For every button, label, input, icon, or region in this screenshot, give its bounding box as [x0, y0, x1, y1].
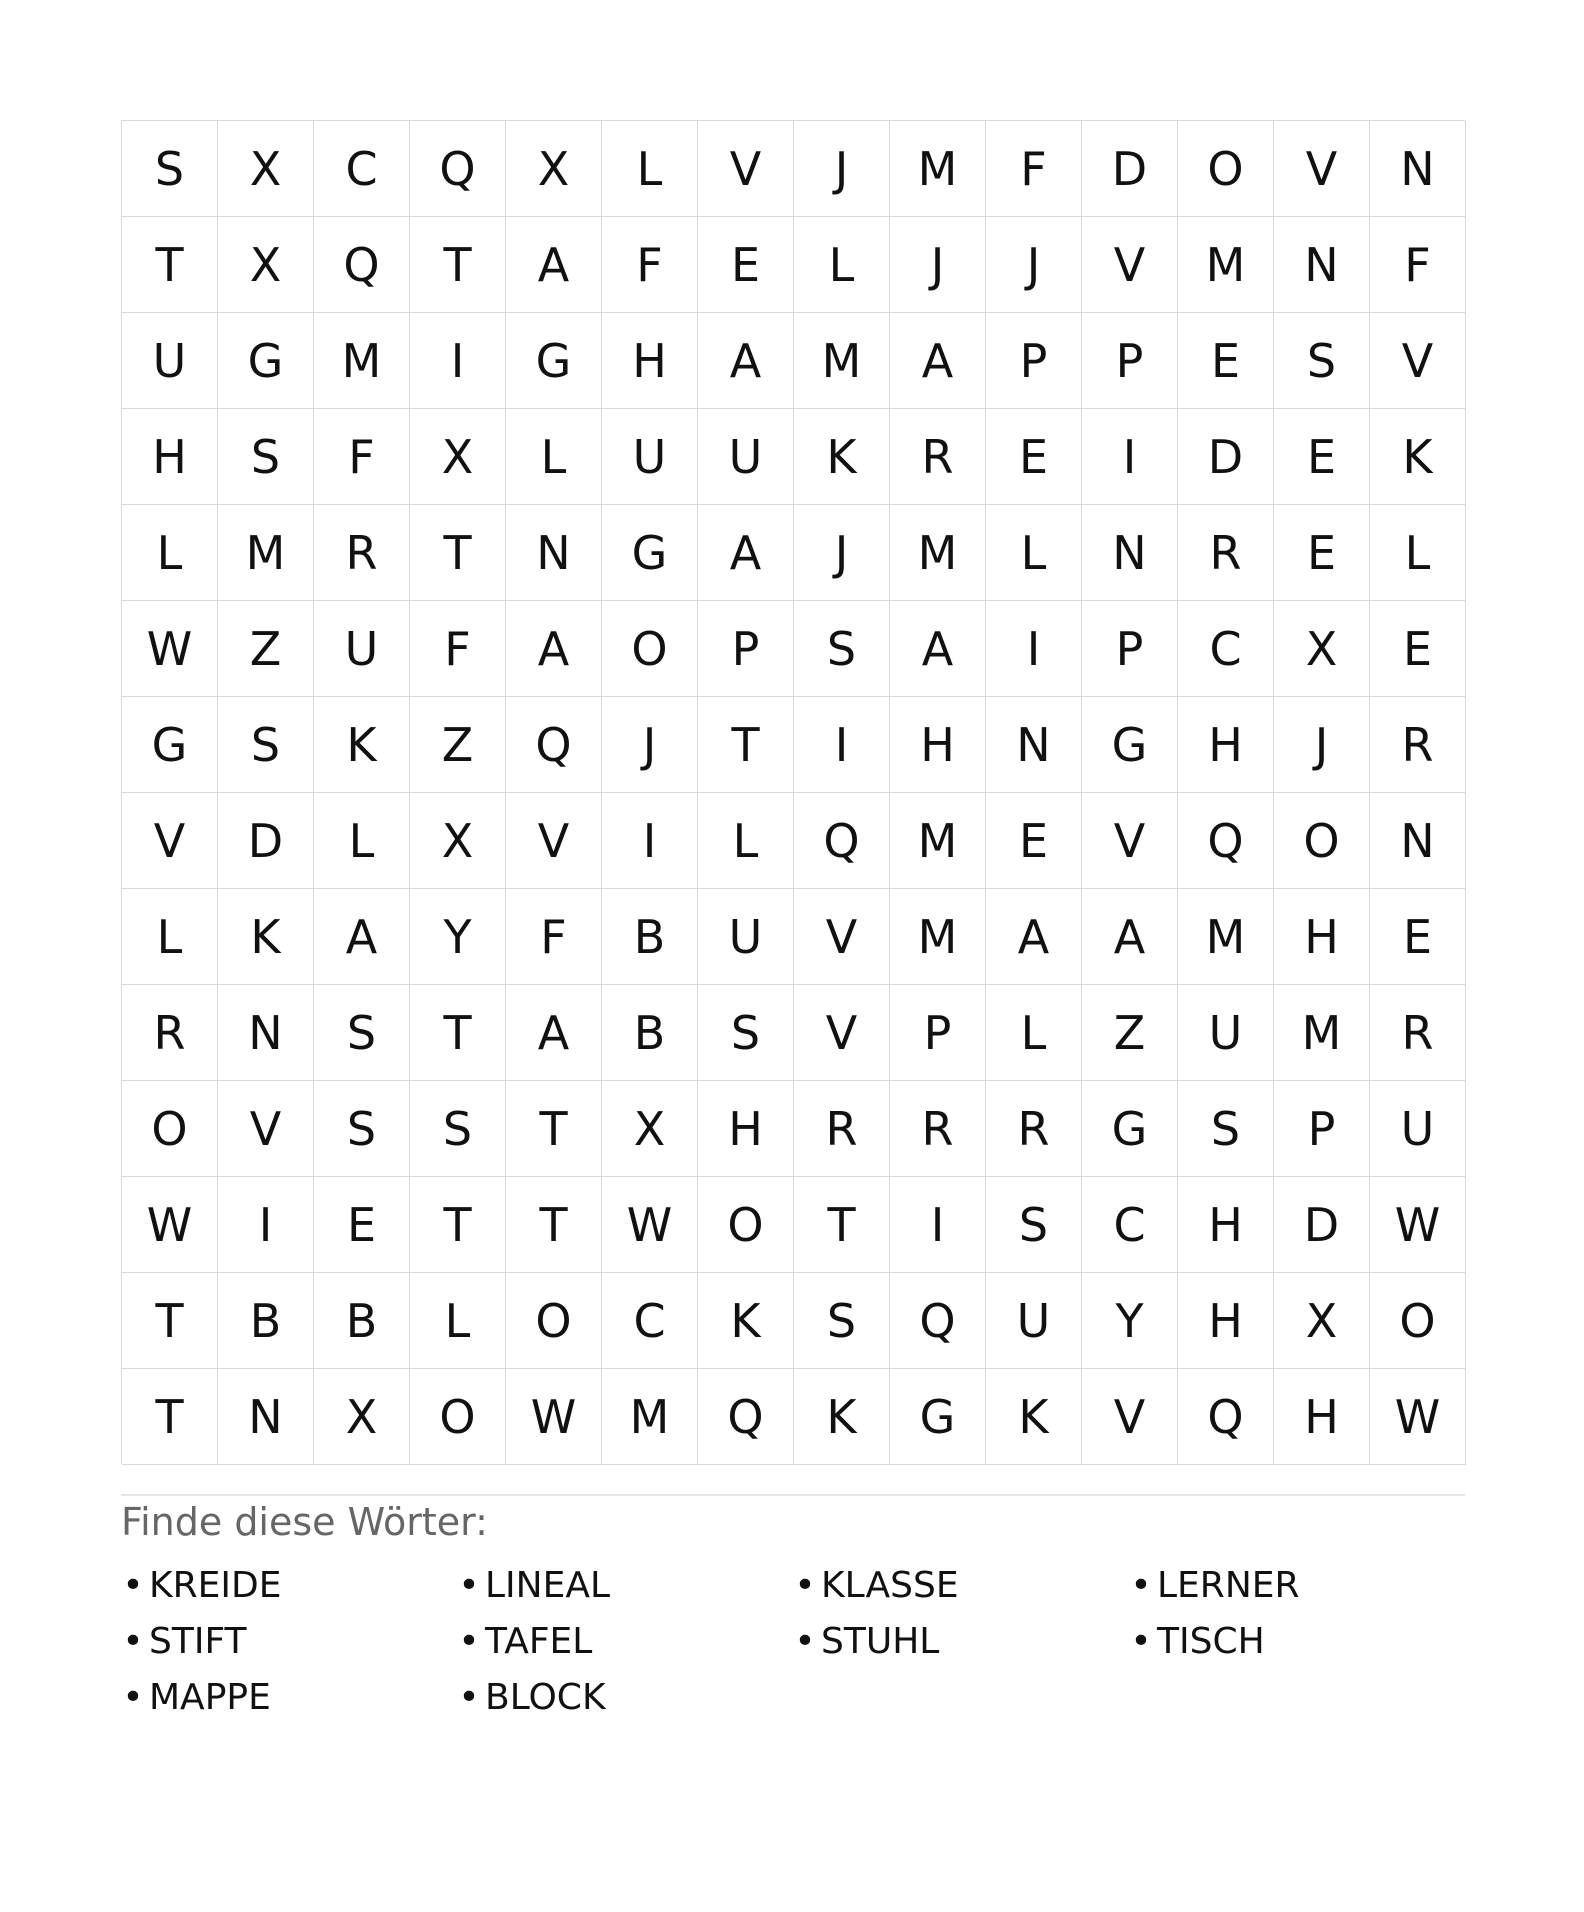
grid-cell[interactable]: X: [1274, 1273, 1370, 1369]
grid-cell[interactable]: E: [1274, 505, 1370, 601]
grid-cell[interactable]: O: [122, 1081, 218, 1177]
word-list-item: [121, 1614, 457, 1670]
grid-cell[interactable]: K: [698, 1273, 794, 1369]
grid-cell[interactable]: E: [1370, 889, 1466, 985]
word-label: LINEAL: [485, 1565, 611, 1606]
grid-cell[interactable]: F: [986, 121, 1082, 217]
grid-cell[interactable]: N: [506, 505, 602, 601]
grid-cell[interactable]: H: [1274, 889, 1370, 985]
grid-cell[interactable]: A: [314, 889, 410, 985]
grid-cell[interactable]: N: [986, 697, 1082, 793]
bullet-icon: •: [458, 1677, 480, 1718]
grid-cell[interactable]: K: [794, 1369, 890, 1465]
grid-cell[interactable]: S: [314, 1081, 410, 1177]
word-list-item: [1129, 1614, 1465, 1670]
grid-cell[interactable]: L: [794, 217, 890, 313]
grid-cell[interactable]: Y: [410, 889, 506, 985]
grid-cell[interactable]: V: [1082, 1369, 1178, 1465]
grid-cell[interactable]: H: [890, 697, 986, 793]
grid-cell[interactable]: O: [1274, 793, 1370, 889]
grid-cell[interactable]: P: [1082, 313, 1178, 409]
word-label: BLOCK: [485, 1677, 606, 1718]
grid-cell[interactable]: T: [794, 1177, 890, 1273]
grid-cell[interactable]: T: [506, 1177, 602, 1273]
grid-cell[interactable]: J: [794, 505, 890, 601]
word-list-item: [121, 1670, 457, 1726]
grid-cell[interactable]: U: [698, 889, 794, 985]
grid-cell[interactable]: U: [698, 409, 794, 505]
grid-cell[interactable]: A: [1082, 889, 1178, 985]
grid-cell[interactable]: J: [1274, 697, 1370, 793]
bullet-icon: •: [794, 1621, 816, 1662]
word-list-item: [793, 1614, 1129, 1670]
word-list: [121, 1558, 1465, 1726]
grid-cell[interactable]: O: [1370, 1273, 1466, 1369]
grid-cell[interactable]: W: [122, 1177, 218, 1273]
word-label: LERNER: [1157, 1565, 1300, 1606]
grid-cell[interactable]: P: [698, 601, 794, 697]
word-list-item: [457, 1558, 793, 1614]
word-list-item: [121, 1558, 457, 1614]
grid-cell[interactable]: L: [122, 505, 218, 601]
grid-cell[interactable]: N: [218, 985, 314, 1081]
grid-cell[interactable]: N: [218, 1369, 314, 1465]
grid-cell[interactable]: G: [122, 697, 218, 793]
grid-cell[interactable]: M: [1274, 985, 1370, 1081]
grid-cell[interactable]: L: [314, 793, 410, 889]
grid-cell[interactable]: E: [314, 1177, 410, 1273]
grid-cell[interactable]: L: [506, 409, 602, 505]
grid-cell[interactable]: R: [1370, 697, 1466, 793]
grid-cell[interactable]: B: [602, 889, 698, 985]
grid-cell[interactable]: E: [1274, 409, 1370, 505]
grid-cell[interactable]: Q: [1178, 1369, 1274, 1465]
grid-cell[interactable]: D: [1274, 1177, 1370, 1273]
grid-cell[interactable]: W: [602, 1177, 698, 1273]
grid-cell[interactable]: W: [506, 1369, 602, 1465]
word-list-title: Finde diese Wörter:: [121, 1500, 488, 1544]
grid-cell[interactable]: A: [506, 217, 602, 313]
grid-cell[interactable]: T: [410, 217, 506, 313]
grid-cell[interactable]: M: [794, 313, 890, 409]
grid-cell[interactable]: Q: [698, 1369, 794, 1465]
grid-cell[interactable]: A: [890, 313, 986, 409]
grid-cell[interactable]: I: [218, 1177, 314, 1273]
grid-cell[interactable]: B: [218, 1273, 314, 1369]
grid-cell[interactable]: U: [602, 409, 698, 505]
grid-cell[interactable]: X: [1274, 601, 1370, 697]
grid-cell[interactable]: L: [122, 889, 218, 985]
grid-cell[interactable]: R: [1178, 505, 1274, 601]
grid-cell[interactable]: R: [986, 1081, 1082, 1177]
grid-cell[interactable]: A: [698, 313, 794, 409]
grid-cell[interactable]: I: [890, 1177, 986, 1273]
grid-cell[interactable]: Q: [1178, 793, 1274, 889]
grid-cell[interactable]: H: [122, 409, 218, 505]
grid-cell[interactable]: K: [1370, 409, 1466, 505]
grid-cell[interactable]: M: [890, 505, 986, 601]
grid-cell[interactable]: O: [602, 601, 698, 697]
grid-cell[interactable]: G: [506, 313, 602, 409]
bullet-icon: •: [458, 1565, 480, 1606]
grid-cell[interactable]: S: [1274, 313, 1370, 409]
grid-cell[interactable]: N: [1082, 505, 1178, 601]
grid-cell[interactable]: J: [986, 217, 1082, 313]
grid-cell[interactable]: F: [314, 409, 410, 505]
grid-cell[interactable]: G: [890, 1369, 986, 1465]
grid-cell[interactable]: P: [1082, 601, 1178, 697]
grid-cell[interactable]: R: [314, 505, 410, 601]
grid-cell[interactable]: V: [122, 793, 218, 889]
grid-cell[interactable]: B: [314, 1273, 410, 1369]
word-search-grid: [121, 120, 1465, 1464]
grid-cell[interactable]: V: [698, 121, 794, 217]
grid-cell[interactable]: N: [1274, 217, 1370, 313]
grid-cell[interactable]: P: [890, 985, 986, 1081]
word-list-item: [1129, 1558, 1465, 1614]
grid-cell[interactable]: V: [1082, 217, 1178, 313]
bullet-icon: •: [122, 1565, 144, 1606]
grid-cell[interactable]: X: [410, 793, 506, 889]
grid-cell[interactable]: C: [1082, 1177, 1178, 1273]
grid-cell[interactable]: M: [314, 313, 410, 409]
word-label: TISCH: [1157, 1621, 1265, 1662]
grid-cell[interactable]: I: [794, 697, 890, 793]
grid-cell[interactable]: L: [698, 793, 794, 889]
grid-cell[interactable]: A: [506, 985, 602, 1081]
grid-cell[interactable]: X: [602, 1081, 698, 1177]
grid-cell[interactable]: R: [122, 985, 218, 1081]
grid-cell[interactable]: T: [122, 217, 218, 313]
grid-cell[interactable]: D: [1178, 409, 1274, 505]
grid-cell[interactable]: T: [122, 1273, 218, 1369]
grid-cell[interactable]: S: [794, 601, 890, 697]
grid-cell[interactable]: R: [1370, 985, 1466, 1081]
grid-cell[interactable]: S: [218, 409, 314, 505]
grid-cell[interactable]: C: [602, 1273, 698, 1369]
grid-cell[interactable]: A: [698, 505, 794, 601]
grid-cell[interactable]: K: [794, 409, 890, 505]
grid-cell[interactable]: J: [794, 121, 890, 217]
grid-cell[interactable]: S: [1178, 1081, 1274, 1177]
word-list-item: [793, 1558, 1129, 1614]
grid-cell[interactable]: S: [986, 1177, 1082, 1273]
grid-cell[interactable]: S: [122, 121, 218, 217]
word-label: TAFEL: [485, 1621, 593, 1662]
grid-cell[interactable]: H: [602, 313, 698, 409]
grid-cell[interactable]: U: [1370, 1081, 1466, 1177]
grid-cell[interactable]: W: [1370, 1369, 1466, 1465]
grid-cell[interactable]: R: [890, 1081, 986, 1177]
grid-cell[interactable]: D: [218, 793, 314, 889]
grid-cell[interactable]: U: [986, 1273, 1082, 1369]
grid-cell[interactable]: E: [986, 793, 1082, 889]
word-list-item: [457, 1614, 793, 1670]
grid-cell[interactable]: X: [410, 409, 506, 505]
grid-cell[interactable]: G: [1082, 1081, 1178, 1177]
grid-cell[interactable]: V: [794, 889, 890, 985]
grid-cell[interactable]: M: [890, 793, 986, 889]
grid-cell[interactable]: M: [602, 1369, 698, 1465]
grid-cell[interactable]: Z: [1082, 985, 1178, 1081]
grid-cell[interactable]: S: [698, 985, 794, 1081]
grid-cell[interactable]: M: [890, 121, 986, 217]
grid-cell[interactable]: H: [1178, 697, 1274, 793]
grid-cell[interactable]: A: [986, 889, 1082, 985]
grid-cell[interactable]: H: [1178, 1273, 1274, 1369]
grid-cell[interactable]: G: [602, 505, 698, 601]
grid-cell[interactable]: E: [698, 217, 794, 313]
grid-cell[interactable]: I: [1082, 409, 1178, 505]
grid-cell[interactable]: K: [314, 697, 410, 793]
grid-cell[interactable]: U: [1178, 985, 1274, 1081]
grid-cell[interactable]: Q: [890, 1273, 986, 1369]
grid-cell[interactable]: T: [698, 697, 794, 793]
grid-cell[interactable]: H: [698, 1081, 794, 1177]
grid-cell[interactable]: J: [890, 217, 986, 313]
grid-cell[interactable]: O: [410, 1369, 506, 1465]
bullet-icon: •: [122, 1621, 144, 1662]
grid-cell[interactable]: X: [506, 121, 602, 217]
grid-cell[interactable]: Q: [314, 217, 410, 313]
word-list-item: [457, 1670, 793, 1726]
word-label: KREIDE: [149, 1565, 282, 1606]
grid-cell[interactable]: L: [986, 985, 1082, 1081]
grid-cell[interactable]: M: [218, 505, 314, 601]
grid-cell[interactable]: F: [602, 217, 698, 313]
grid-cell[interactable]: A: [506, 601, 602, 697]
grid-cell[interactable]: R: [890, 409, 986, 505]
grid-cell[interactable]: Z: [410, 697, 506, 793]
grid-cell[interactable]: F: [506, 889, 602, 985]
grid-cell[interactable]: X: [218, 217, 314, 313]
grid-cell[interactable]: G: [218, 313, 314, 409]
grid-cell[interactable]: P: [1274, 1081, 1370, 1177]
grid-cell[interactable]: Q: [506, 697, 602, 793]
grid-cell[interactable]: S: [314, 985, 410, 1081]
grid-cell[interactable]: C: [1178, 601, 1274, 697]
grid-cell[interactable]: I: [986, 601, 1082, 697]
grid-cell[interactable]: V: [1370, 313, 1466, 409]
grid-cell[interactable]: O: [698, 1177, 794, 1273]
grid-cell[interactable]: W: [122, 601, 218, 697]
grid-cell[interactable]: L: [1370, 505, 1466, 601]
word-label: STUHL: [821, 1621, 940, 1662]
grid-cell[interactable]: P: [986, 313, 1082, 409]
grid-cell[interactable]: T: [410, 985, 506, 1081]
grid-cell[interactable]: E: [1370, 601, 1466, 697]
grid-cell[interactable]: L: [410, 1273, 506, 1369]
grid-cell[interactable]: C: [314, 121, 410, 217]
grid-cell[interactable]: M: [1178, 217, 1274, 313]
grid-cell[interactable]: K: [218, 889, 314, 985]
grid-cell[interactable]: J: [602, 697, 698, 793]
divider: [121, 1494, 1465, 1496]
grid-cell[interactable]: K: [986, 1369, 1082, 1465]
grid-cell[interactable]: D: [1082, 121, 1178, 217]
grid-cell[interactable]: L: [986, 505, 1082, 601]
grid-cell[interactable]: I: [410, 313, 506, 409]
grid-cell[interactable]: V: [218, 1081, 314, 1177]
grid-cell[interactable]: O: [1178, 121, 1274, 217]
grid-cell[interactable]: R: [794, 1081, 890, 1177]
word-label: MAPPE: [149, 1677, 271, 1718]
grid-cell[interactable]: N: [1370, 121, 1466, 217]
grid-cell[interactable]: V: [506, 793, 602, 889]
grid-cell[interactable]: T: [410, 1177, 506, 1273]
grid-cell[interactable]: V: [1274, 121, 1370, 217]
grid-cell[interactable]: V: [1082, 793, 1178, 889]
grid-cell[interactable]: S: [794, 1273, 890, 1369]
bullet-icon: •: [122, 1677, 144, 1718]
grid-cell[interactable]: W: [1370, 1177, 1466, 1273]
grid-cell[interactable]: Q: [794, 793, 890, 889]
grid-cell[interactable]: U: [314, 601, 410, 697]
grid-cell[interactable]: Q: [410, 121, 506, 217]
grid-cell[interactable]: V: [794, 985, 890, 1081]
grid-cell[interactable]: U: [122, 313, 218, 409]
grid-cell[interactable]: T: [410, 505, 506, 601]
grid-cell[interactable]: G: [1082, 697, 1178, 793]
grid-cell[interactable]: H: [1178, 1177, 1274, 1273]
grid-cell[interactable]: I: [602, 793, 698, 889]
bullet-icon: •: [794, 1565, 816, 1606]
grid-cell[interactable]: Y: [1082, 1273, 1178, 1369]
bullet-icon: •: [1130, 1565, 1152, 1606]
grid-cell[interactable]: B: [602, 985, 698, 1081]
word-label: STIFT: [149, 1621, 247, 1662]
word-label: KLASSE: [821, 1565, 959, 1606]
grid-cell[interactable]: H: [1274, 1369, 1370, 1465]
grid-cell[interactable]: F: [1370, 217, 1466, 313]
grid-cell[interactable]: N: [1370, 793, 1466, 889]
grid-cell[interactable]: M: [890, 889, 986, 985]
grid-cell[interactable]: M: [1178, 889, 1274, 985]
grid-cell[interactable]: A: [890, 601, 986, 697]
grid-cell[interactable]: T: [122, 1369, 218, 1465]
grid-cell[interactable]: T: [506, 1081, 602, 1177]
grid-cell[interactable]: F: [410, 601, 506, 697]
grid-cell[interactable]: X: [218, 121, 314, 217]
grid-cell[interactable]: E: [986, 409, 1082, 505]
bullet-icon: •: [458, 1621, 480, 1662]
grid-cell[interactable]: O: [506, 1273, 602, 1369]
grid-cell[interactable]: X: [314, 1369, 410, 1465]
grid-cell[interactable]: S: [218, 697, 314, 793]
grid-cell[interactable]: S: [410, 1081, 506, 1177]
grid-cell[interactable]: L: [602, 121, 698, 217]
grid-cell[interactable]: E: [1178, 313, 1274, 409]
grid-cell[interactable]: Z: [218, 601, 314, 697]
bullet-icon: •: [1130, 1621, 1152, 1662]
